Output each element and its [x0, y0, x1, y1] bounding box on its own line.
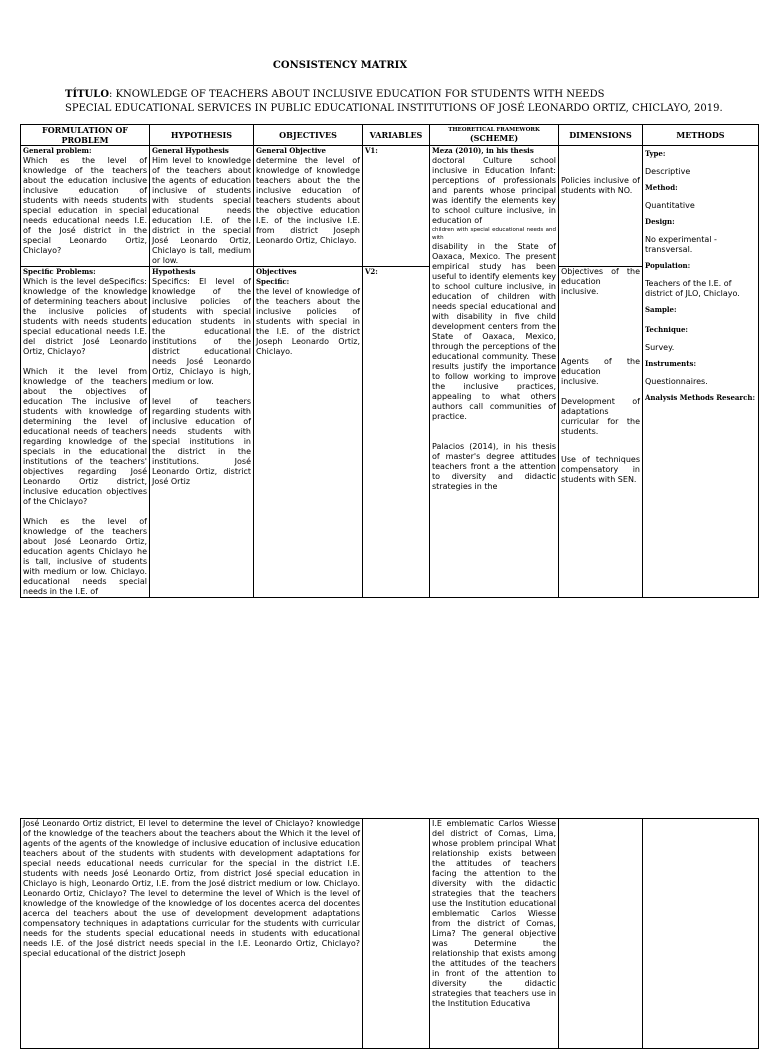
hypothesis-specific-heading: Hypothesis	[152, 267, 196, 276]
page-title: CONSISTENCY MATRIX	[272, 60, 408, 71]
framework-heading: Meza (2010), in his thesis	[432, 146, 534, 155]
continued-dimensions-cell	[559, 819, 643, 1049]
method-population-value: Teachers of the I.E. of district of JLO, Chiclayo.	[645, 279, 740, 298]
col-header-dimensions: DIMENSIONS	[559, 125, 643, 146]
dimension-list-cell	[559, 267, 643, 598]
objective-general-text: determine the level of knowledge of knowledge teachers about the the inclusive education of teachers students about the objective education I.E. of the inclusive I.E. from district Joseph Leonardo Ortiz, Chiclayo.	[256, 156, 360, 245]
problem-specific-text: Which is the level deSpecifics: knowledge of the knowledge of determining teachers about the inclusive policies of students with needs students special educational needs I.E. del district José Leonardo Ortiz, Chiclayo?	[23, 277, 147, 356]
hypothesis-general-text: Him level to knowledge of the teachers about the agents of education inclusive of students with students special educational needs education I.E. of the district in the special José Leonardo Ortiz, Chiclayo is tall, medium or low.	[152, 156, 251, 265]
method-instruments-label: Instruments:	[645, 359, 697, 368]
problem-specific-text-2: Which it the level from knowledge of the teachers about the objectives of education The inclusive of students with knowledge of determining the level of educational needs of teachers regarding knowledge of the specials in the educational institutions of the teachers' objectives regarding José Leonardo Ortiz district, inclusive education objectives of the Chiclayo?	[23, 367, 147, 506]
method-analysis-label: Analysis Methods Research:	[645, 393, 756, 402]
problem-specific-heading: Specific Problems:	[23, 267, 96, 276]
problem-general-cell	[21, 146, 150, 267]
titulo-label: TÍTULO	[65, 89, 110, 100]
objective-general-cell	[254, 146, 363, 267]
framework-scheme-label: (SCHEME)	[469, 133, 519, 143]
problem-general-text: Which es the level of knowledge of the teachers about the education inclusive inclusive education of students with needs students special education in special needs educational needs I.E. of the José district in the special Leonardo Ortiz, Chiclayo?	[23, 156, 147, 255]
objective-specific-subheading: Specific:	[256, 277, 290, 286]
method-design-label: Design:	[645, 217, 675, 226]
method-sample-label: Sample:	[645, 305, 677, 314]
dimension-3: Agents of the education inclusive.	[561, 357, 640, 386]
hypothesis-general-cell	[150, 146, 254, 267]
problem-specific-cell	[21, 267, 150, 598]
framework-text-3: Palacios (2014), in his thesis of master's degree attitudes teachers front a the attention to diversity and didactic strategies in the	[432, 442, 556, 491]
continued-framework-cell	[430, 819, 559, 1049]
variable-v2-cell	[363, 267, 430, 598]
continued-problem-hypothesis-objective-cell	[21, 819, 363, 1049]
variable-v1-cell	[363, 146, 430, 267]
continued-framework-text: I.E emblematic Carlos Wiesse del district of Comas, Lima, whose problem principal What relationship exists between the attitudes of teachers facing the attention to the diversity with the didactic strategies that the teachers use the Institution educational emblematic Carlos Wiesse from the district of Comas, Lima? The general objective was Determine the relationship that exists among the attitudes of the teachers in front of the attention to diversity the didactic strategies that teachers use in the Institution Educativa	[432, 819, 557, 1008]
hypothesis-specific-cell	[150, 267, 254, 598]
col-header-hypothesis: HYPOTHESIS	[150, 125, 254, 146]
framework-text-1: doctoral Culture school inclusive in Education Infant: perceptions of professionals and parents whose principal was identify the elements key to school culture inclusive, in education of	[432, 156, 556, 225]
method-technique-label: Technique:	[645, 325, 688, 334]
problem-specific-text-3: Which es the level of knowledge of the teachers about José Leonardo Ortiz, education agents Chiclayo he is tall, inclusive of students with medium or low. Chiclayo. educational needs special needs in the I.E. of	[23, 517, 147, 596]
objective-general-heading: General Objective	[256, 146, 326, 155]
col-header-objectives: OBJECTIVES	[254, 125, 363, 146]
continued-variables-cell	[363, 819, 430, 1049]
method-type-label: Type:	[645, 149, 666, 158]
methods-cell	[643, 146, 759, 598]
method-population-label: Population:	[645, 261, 691, 270]
objective-specific-text: the level of knowledge of the teachers about the inclusive policies of students with special in the I.E. of the district Joseph Leonardo Ortiz, Chiclayo.	[256, 287, 360, 356]
hypothesis-specific-text-2: level of teachers regarding students with inclusive education of needs students with special institutions in the district in the institutions. José Leonardo Ortiz, district José Ortiz	[152, 397, 251, 486]
method-design-value: No experimental - transversal.	[645, 235, 717, 254]
objective-specific-cell	[254, 267, 363, 598]
objective-specific-heading: Objectives	[256, 267, 297, 276]
dimension-2: Objectives of the education inclusive.	[561, 267, 640, 296]
variable-v1: V1:	[365, 146, 378, 155]
dimension-4: Development of adaptations curricular for the students.	[561, 397, 640, 436]
method-technique-value: Survey.	[645, 343, 675, 352]
dimension-5: Use of techniques compensatory in students with SEN.	[561, 455, 640, 484]
method-method-value: Quantitative	[645, 201, 695, 210]
consistency-matrix-continued-table	[20, 818, 759, 1049]
method-method-label: Method:	[645, 183, 678, 192]
col-header-variables: VARIABLES	[363, 125, 430, 146]
titulo-line2: SPECIAL EDUCATIONAL SERVICES IN PUBLIC EDUCATIONAL INSTITUTIONS OF JOSÉ LEONARDO ORTIZ, CHICLAYO, 2019.	[65, 103, 723, 114]
problem-general-heading: General problem:	[23, 146, 92, 155]
variable-v2: V2:	[365, 267, 378, 276]
titulo-line1: : KNOWLEDGE OF TEACHERS ABOUT INCLUSIVE EDUCATION FOR STUDENTS WITH NEEDS	[109, 89, 605, 100]
col-header-methods: METHODS	[643, 125, 759, 146]
document-titulo	[65, 88, 745, 116]
framework-small-text: children with special educational needs and with	[432, 227, 556, 241]
hypothesis-specific-text: Specifics: El level of knowledge of the inclusive policies of students with special education students in the educational institutions of the district educational needs José Leonardo Ortiz, Chiclayo is high, medium or low.	[152, 277, 251, 386]
hypothesis-general-heading: General Hypothesis	[152, 146, 229, 155]
col-header-framework	[430, 125, 559, 146]
dimension-1: Policies inclusive of students with NO.	[561, 176, 640, 195]
consistency-matrix-table	[20, 124, 759, 598]
method-instruments-value: Questionnaires.	[645, 377, 708, 386]
col-header-problem: FORMULATION OF PROBLEM	[21, 125, 150, 146]
framework-label: THEORETICAL FRAMEWORK	[448, 127, 540, 133]
dimension-1-cell	[559, 146, 643, 267]
continued-col-1-text: José Leonardo Ortiz district, El level to determine the level of Chiclayo? knowledge of the knowledge of the teachers about the teachers about the Which it the level of agents of the agents of the knowledge of inclusive education of inclusive education teachers about of the students with students with development adaptations for special needs educational needs curricular for the special in the district I.E. students with needs José Leonardo Ortiz, from district José special education in Chiclayo is high, Leonardo Ortiz, I.E. from the José district medium or low. Chiclayo. Leonardo Ortiz, Chiclayo? The level to determine the level of Which is the level of knowledge of the knowledge of the knowledge of los docentes acerca del docentes acerca del teachers about the use of development development adaptations compensatory techniques in adaptations curricular for the students with curricular needs for the students special educational needs in students with educational needs I.E. of the José district needs special in the I.E. Leonardo Ortiz, Chiclayo? special educational of the district Joseph	[23, 819, 361, 958]
method-type-value: Descriptive	[645, 167, 691, 176]
continued-methods-cell	[643, 819, 759, 1049]
framework-text-2: disability in the State of Oaxaca, Mexico. The present empirical study has been useful to identify elements key to school culture inclusive, in education of children with needs special educational and with disability in five child development centers from the State of Oaxaca, Mexico, through the perceptions of the educational community. These results justify the importance to follow working to improve the inclusive practices, appealing to what others authors call communities of practice.	[432, 242, 556, 421]
framework-cell	[430, 146, 559, 598]
